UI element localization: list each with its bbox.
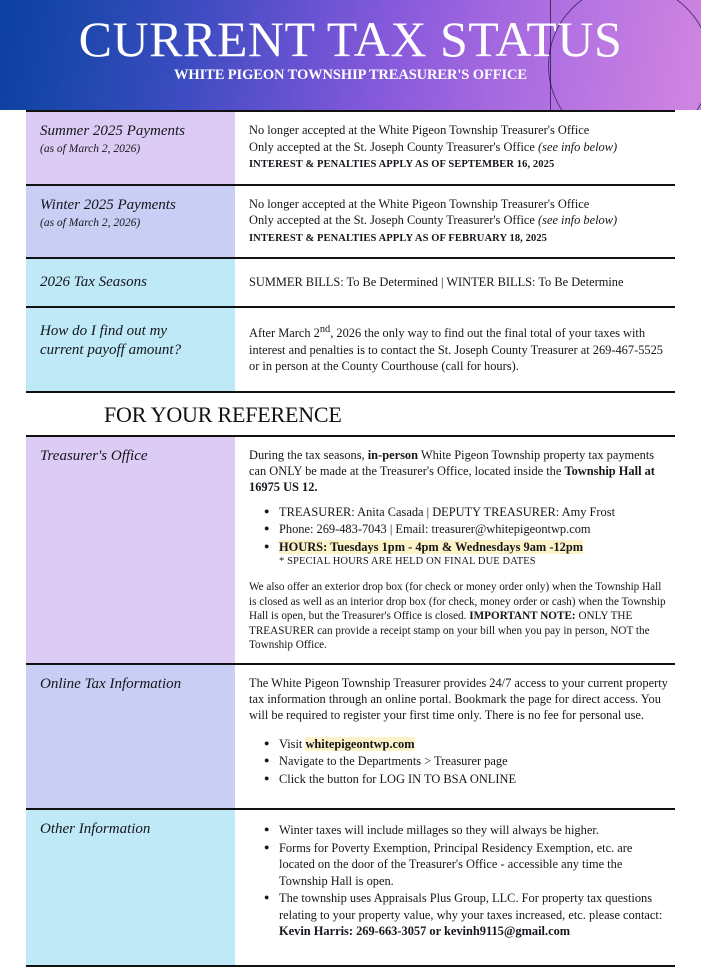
table-row-treasurer-office — [26, 436, 675, 664]
treasurer-hours: HOURS: Tuesdays 1pm - 4pm & Wednesdays 9am -12pm — [279, 539, 584, 554]
label-text: Winter 2025 Payments — [40, 196, 176, 213]
document-body — [0, 110, 701, 967]
other-forms-note: Forms for Poverty Exemption, Principal Residency Exemption, etc. are located on the door of the Treasurer's Office - accessible any time the Township Hall is open. — [279, 840, 633, 888]
online-intro-paragraph: The White Pigeon Township Treasurer provides 24/7 access to your current property tax information through an online portal. Bookmark the page for direct access. You will be required to register your first time only. There is no fee for personal use. — [249, 675, 668, 722]
table-row-2026-seasons — [26, 258, 675, 307]
summer-line-2-main: Only accepted at the St. Joseph County Treasurer's Office — [249, 139, 538, 154]
row-label-treasurer-office — [26, 436, 235, 664]
list-item — [279, 521, 669, 538]
label-text: Online Tax Information — [40, 675, 182, 692]
summer-line-2 — [249, 139, 669, 156]
list-item — [279, 822, 669, 839]
winter-penalty-note: INTEREST & PENALTIES APPLY AS OF FEBRUARY 18, 2025 — [249, 232, 548, 244]
row-content-2026-seasons — [235, 258, 675, 307]
row-label-2026-seasons — [26, 258, 235, 307]
table-row-payoff-amount — [26, 307, 675, 392]
page-title: CURRENT TAX STATUS — [78, 11, 623, 67]
dropbox-part-a: We also offer an exterior drop box (for check or money order only) when the Township Hall is closed as well as an interior drop box (for check, money order or cash) when the Township Hall is open, but the Treasurer's Office is closed. — [249, 581, 666, 623]
payoff-label-line-1: How do I find out my — [40, 323, 168, 339]
dropbox-part-c: ONLY THE TREASURER can provide a receipt stamp on your bill when you pay in person, NOT the Township Office. — [249, 610, 650, 652]
row-label-summer-2025 — [26, 111, 235, 185]
page-subtitle: WHITE PIGEON TOWNSHIP TREASURER'S OFFICE — [174, 67, 527, 83]
treasurer-dropbox-paragraph — [249, 580, 669, 653]
label-text: Treasurer's Office — [40, 447, 148, 464]
row-content-payoff-amount — [235, 307, 675, 392]
section-heading-for-your-reference: FOR YOUR REFERENCE — [104, 401, 342, 427]
online-step-navigate: Navigate to the Departments > Treasurer page — [279, 754, 508, 769]
winter-line-2 — [249, 212, 669, 229]
other-appraisal-text: The township uses Appraisals Plus Group, LLC. For property tax questions relating to your property value, why your taxes increased, etc. please contact: — [279, 891, 663, 922]
list-item — [279, 771, 669, 788]
label-text: Other Information — [40, 821, 151, 838]
page-header-banner — [0, 0, 701, 110]
row-content-treasurer-office — [235, 436, 675, 664]
list-item — [279, 753, 669, 770]
row-content-winter-2025 — [235, 185, 675, 259]
list-item-appraisal — [279, 890, 669, 940]
list-item — [279, 504, 669, 521]
reference-table — [26, 435, 675, 967]
online-step-login: Click the button for LOG IN TO BSA ONLINE — [279, 771, 517, 786]
winter-line-2-main: Only accepted at the St. Joseph County Treasurer's Office — [249, 213, 538, 227]
treasurer-names: TREASURER: Anita Casada | DEPUTY TREASURER: Amy Frost — [279, 504, 616, 519]
payoff-text-pre: After March 2 — [249, 326, 320, 341]
label-subtext: (as of March 2, 2026) — [40, 143, 141, 155]
label-subtext: (as of March 2, 2026) — [40, 216, 141, 229]
row-label-winter-2025 — [26, 185, 235, 259]
summer-penalty-note: INTEREST & PENALTIES APPLY AS OF SEPTEMBER 16, 2025 — [249, 159, 555, 170]
row-content-other-information — [235, 809, 675, 966]
list-item — [279, 840, 669, 890]
treasurer-contact-list — [249, 504, 669, 570]
payoff-text-post: , 2026 the only way to find out the final total of your taxes with interest and penalties is to contact the St. Joseph County Treasurer at 269-467-5525 or in person at the County Courthouse (call for hours). — [249, 326, 663, 374]
other-information-list — [249, 822, 669, 940]
winter-line-2-note: (see info below) — [538, 213, 618, 227]
winter-line-1: No longer accepted at the White Pigeon Township Treasurer's Office — [249, 196, 590, 211]
seasons-bills-text: SUMMER BILLS: To Be Determined | WINTER BILLS: To Be Determine — [249, 275, 624, 289]
tax-status-table — [26, 110, 675, 393]
payoff-label-line-2: current payoff amount? — [40, 342, 182, 358]
row-content-online-tax-information — [235, 664, 675, 810]
visit-prefix: Visit — [279, 736, 306, 751]
other-winter-taxes-note: Winter taxes will include millages so they will always be higher. — [279, 823, 599, 838]
summer-line-1: No longer accepted at the White Pigeon Township Treasurer's Office — [249, 123, 590, 137]
appraisal-contact: Kevin Harris: 269-663-3057 or kevinh9115@gmail.com — [279, 924, 571, 939]
row-label-payoff-amount — [26, 307, 235, 392]
table-row-online-tax-information — [26, 664, 675, 810]
table-row-summer-2025 — [26, 111, 675, 185]
list-item-visit-site — [279, 736, 669, 753]
treasurer-phone-email: Phone: 269-483-7043 | Email: treasurer@whitepigeontwp.com — [279, 522, 591, 537]
list-item-hours — [279, 539, 669, 570]
row-content-summer-2025 — [235, 111, 675, 185]
online-steps-list — [249, 736, 669, 788]
table-row-other-information — [26, 809, 675, 966]
website-link[interactable]: whitepigeontwp.com — [305, 736, 415, 751]
treasurer-hours-note: * SPECIAL HOURS ARE HELD ON FINAL DUE DATES — [279, 556, 536, 568]
dropbox-important-note-label: IMPORTANT NOTE: — [469, 610, 576, 623]
intro-part-b: in-person — [367, 447, 418, 462]
treasurer-intro-paragraph — [249, 447, 669, 495]
row-label-online-tax-information — [26, 664, 235, 810]
label-text: Summer 2025 Payments — [40, 123, 185, 139]
payoff-ordinal-suffix: nd — [319, 324, 331, 335]
row-label-other-information — [26, 809, 235, 966]
summer-line-2-note: (see info below) — [538, 139, 618, 154]
table-row-winter-2025 — [26, 185, 675, 259]
intro-part-a: During the tax seasons, — [249, 447, 368, 462]
label-text: 2026 Tax Seasons — [40, 274, 147, 290]
intro-part-d: Township Hall at 16975 US 12. — [249, 463, 655, 494]
intro-part-c: White Pigeon Township property tax payments can ONLY be made at the Treasurer's Office, located inside the — [249, 447, 655, 478]
